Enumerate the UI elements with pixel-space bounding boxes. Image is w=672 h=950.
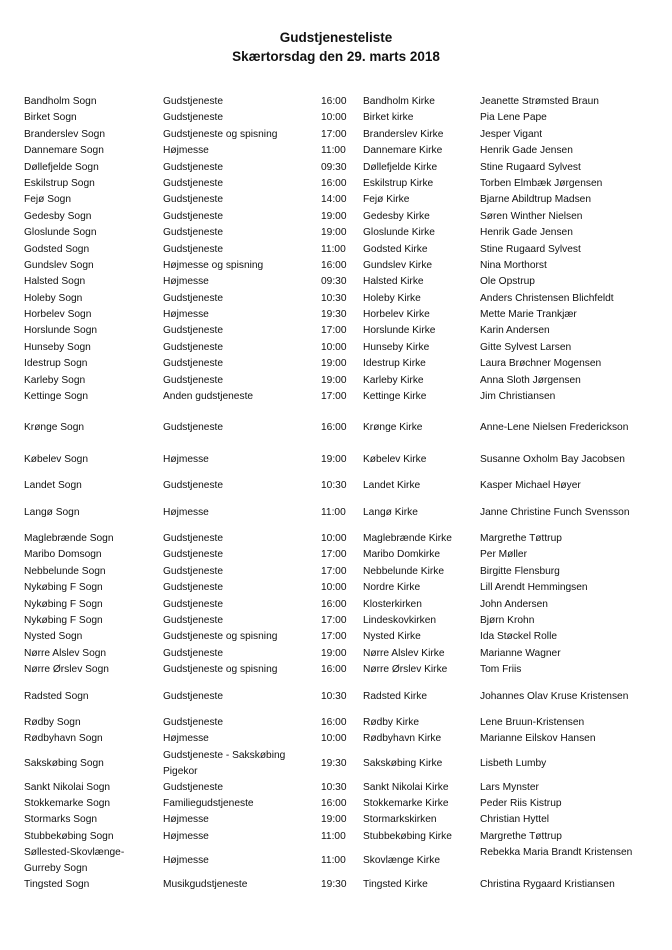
church-cell: Nysted Kirke — [363, 631, 421, 643]
table-row — [24, 715, 654, 731]
church-cell: Horbelev Kirke — [363, 309, 430, 321]
time-cell: 17:00 — [321, 631, 347, 643]
parish-cell: Idestrup Sogn — [24, 358, 88, 370]
time-cell: 10:30 — [321, 781, 347, 793]
parish-cell: Karleby Sogn — [24, 374, 86, 386]
service-type-cell: Gudstjeneste — [163, 647, 224, 659]
parish-cell: Hunseby Sogn — [24, 341, 91, 353]
pastor-cell: Per Møller — [480, 549, 527, 561]
pastor-cell: Marianne Eilskov Hansen — [480, 733, 596, 745]
table-row — [24, 143, 654, 159]
time-cell: 10:00 — [321, 341, 347, 353]
document-header — [0, 28, 672, 66]
church-cell: Dannemare Kirke — [363, 145, 443, 157]
service-list — [24, 94, 654, 894]
pastor-cell: Lisbeth Lumby — [480, 757, 547, 769]
pastor-cell: Mette Marie Trankjær — [480, 309, 577, 321]
service-type-cell: Gudstjeneste — [163, 614, 224, 626]
pastor-cell: Rebekka Maria Brandt Kristensen — [480, 847, 633, 859]
pastor-cell: Nina Morthorst — [480, 259, 547, 271]
service-type-cell: Gudstjeneste — [163, 227, 224, 239]
table-row — [24, 160, 654, 176]
table-row — [24, 340, 654, 356]
service-type-cell: Gudstjeneste og spisning — [163, 664, 278, 676]
parish-cell: Maribo Domsogn — [24, 549, 102, 561]
service-type-cell: Højmesse — [163, 453, 209, 465]
service-type-cell: Gudstjeneste — [163, 96, 224, 107]
table-row — [24, 812, 654, 828]
church-cell: Fejø Kirke — [363, 194, 410, 206]
pastor-cell: Kasper Michael Høyer — [480, 480, 581, 492]
church-cell: Nebbelunde Kirke — [363, 565, 444, 577]
church-cell: Nørre Alslev Kirke — [363, 647, 445, 659]
service-type-cell: Anden gudstjeneste — [163, 391, 254, 403]
service-type-cell: Gudstjeneste — [163, 480, 224, 492]
service-type-cell: Gudstjeneste — [163, 292, 224, 304]
service-type-cell: Gudstjeneste — [163, 422, 224, 434]
church-cell: Stokkemarke Kirke — [363, 798, 449, 810]
parish-cell: Horbelev Sogn — [24, 309, 92, 321]
table-row — [24, 597, 654, 613]
table-row — [24, 452, 654, 468]
church-cell: Gloslunde Kirke — [363, 227, 435, 239]
church-cell: Maribo Domkirke — [363, 549, 440, 561]
pastor-cell: Ole Opstrup — [480, 276, 535, 288]
church-cell: Eskilstrup Kirke — [363, 177, 434, 189]
time-cell: 11:00 — [321, 145, 346, 157]
service-type-cell: Gudstjeneste — [163, 341, 224, 353]
table-row — [24, 613, 654, 629]
parish-cell: Gundslev Sogn — [24, 259, 94, 271]
parish-cell: Radsted Sogn — [24, 690, 89, 702]
parish-cell: Halsted Sogn — [24, 276, 86, 288]
table-row — [24, 478, 654, 494]
table-row — [24, 531, 654, 547]
time-cell: 16:00 — [321, 422, 347, 434]
time-cell: 10:00 — [321, 532, 347, 544]
service-type-cell: Gudstjeneste — [163, 112, 224, 124]
parish-cell: Købelev Sogn — [24, 453, 88, 465]
table-row — [24, 225, 654, 241]
table-row — [24, 274, 654, 290]
parish-cell: Holeby Sogn — [24, 292, 83, 304]
parish-cell: Nykøbing F Sogn — [24, 598, 103, 610]
table-row — [24, 796, 654, 812]
parish-cell: Godsted Sogn — [24, 243, 90, 255]
time-cell: 19:00 — [321, 814, 347, 826]
table-row — [24, 547, 654, 563]
pastor-cell: Jeanette Strømsted Braun — [480, 96, 599, 107]
pastor-cell: Peder Riis Kistrup — [480, 798, 562, 810]
church-cell: Stubbekøbing Kirke — [363, 830, 452, 842]
pastor-cell: Lene Bruun-Kristensen — [480, 716, 585, 728]
parish-cell: Gedesby Sogn — [24, 210, 92, 222]
pastor-cell: Stine Rugaard Sylvest — [480, 161, 581, 173]
time-cell: 16:00 — [321, 798, 347, 810]
table-row — [24, 209, 654, 225]
time-cell: 17:00 — [321, 128, 347, 140]
pastor-cell: Bjarne Abildtrup Madsen — [480, 194, 591, 206]
time-cell: 19:00 — [321, 374, 347, 386]
pastor-cell: Lill Arendt Hemmingsen — [480, 582, 588, 594]
table-row — [24, 127, 654, 143]
church-cell: Købelev Kirke — [363, 453, 427, 465]
pastor-cell: Jim Christiansen — [480, 391, 556, 403]
pastor-cell: Tom Friis — [480, 664, 522, 676]
parish-cell: Nebbelunde Sogn — [24, 565, 106, 577]
table-row — [24, 580, 654, 596]
table-row — [24, 242, 654, 258]
church-cell: Lindeskovkirken — [363, 614, 437, 626]
parish-cell: Nykøbing F Sogn — [24, 582, 103, 594]
church-cell: Skovlænge Kirke — [363, 855, 441, 867]
church-cell: Holeby Kirke — [363, 292, 421, 304]
time-cell: 10:00 — [321, 112, 347, 124]
table-row — [24, 389, 654, 405]
table-row — [24, 780, 654, 796]
service-type-cell: Højmesse — [163, 814, 209, 826]
church-cell: Klosterkirken — [363, 598, 422, 610]
time-cell: 09:30 — [321, 276, 347, 288]
time-cell: 19:30 — [321, 309, 347, 321]
church-cell: Nordre Kirke — [363, 582, 421, 594]
pastor-cell: Lars Mynster — [480, 781, 539, 793]
church-cell: Rødbyhavn Kirke — [363, 733, 442, 745]
pastor-cell: Stine Rugaard Sylvest — [480, 243, 581, 255]
parish-cell: Langø Sogn — [24, 506, 80, 518]
pastor-cell: Torben Elmbæk Jørgensen — [480, 177, 603, 189]
time-cell: 10:00 — [321, 733, 347, 745]
church-cell: Gundslev Kirke — [363, 259, 433, 271]
parish-cell: Døllefjelde Sogn — [24, 161, 99, 173]
table-row — [24, 258, 654, 274]
parish-cell: Kettinge Sogn — [24, 391, 89, 403]
time-cell: 11:00 — [321, 830, 346, 842]
table-row — [24, 629, 654, 645]
parish-cell: Dannemare Sogn — [24, 145, 104, 157]
service-type-cell: Gudstjeneste — [163, 358, 224, 370]
time-cell: 11:00 — [321, 855, 346, 867]
church-cell: Bandholm Kirke — [363, 96, 435, 107]
church-cell: Langø Kirke — [363, 506, 418, 518]
parish-cell: Sankt Nikolai Sogn — [24, 781, 111, 793]
service-type-cell: Gudstjeneste — [163, 690, 224, 702]
time-cell: 11:00 — [321, 506, 346, 518]
pastor-cell: Christina Rygaard Kristiansen — [480, 879, 615, 891]
time-cell: 19:00 — [321, 210, 347, 222]
table-row — [24, 373, 654, 389]
church-cell: Halsted Kirke — [363, 276, 424, 288]
table-row — [24, 731, 654, 747]
service-type-cell: Musikgudstjeneste — [163, 879, 248, 891]
table-row — [24, 829, 654, 845]
church-cell: Hunseby Kirke — [363, 341, 430, 353]
time-cell: 17:00 — [321, 565, 347, 577]
parish-cell: Tingsted Sogn — [24, 879, 90, 891]
church-cell: Birket kirke — [363, 112, 414, 124]
pastor-cell: Karin Andersen — [480, 325, 550, 337]
document-subtitle: Skærtorsdag den 29. marts 2018 — [232, 49, 440, 64]
pastor-cell: Pia Lene Pape — [480, 112, 547, 124]
table-row — [24, 291, 654, 307]
church-cell: Døllefjelde Kirke — [363, 161, 438, 173]
parish-cell: Stokkemarke Sogn — [24, 798, 111, 810]
pastor-cell: Birgitte Flensburg — [480, 565, 560, 577]
service-type-cell: Gudstjeneste — [163, 598, 224, 610]
parish-cell: Bandholm Sogn — [24, 96, 97, 107]
time-cell: 09:30 — [321, 161, 347, 173]
service-type-cell: Højmesse — [163, 309, 209, 321]
service-type-cell: Gudstjeneste — [163, 243, 224, 255]
parish-cell: Branderslev Sogn — [24, 128, 105, 140]
pastor-cell: Janne Christine Funch Svensson — [480, 506, 630, 518]
church-cell: Gedesby Kirke — [363, 210, 430, 222]
service-type-cell: Gudstjeneste og spisning — [163, 631, 278, 643]
service-type-cell: Gudstjeneste — [163, 716, 224, 728]
parish-cell: Gloslunde Sogn — [24, 227, 97, 239]
pastor-cell: Christian Hyttel — [480, 814, 550, 826]
table-row — [24, 94, 654, 110]
parish-cell: Stubbekøbing Sogn — [24, 830, 114, 842]
table-row — [24, 845, 654, 877]
table-row — [24, 323, 654, 339]
church-cell: Tingsted Kirke — [363, 879, 428, 891]
time-cell: 11:00 — [321, 243, 346, 255]
parish-cell: Birket Sogn — [24, 112, 77, 124]
church-cell: Krønge Kirke — [363, 422, 423, 434]
pastor-cell: Søren Winther Nielsen — [480, 210, 583, 222]
pastor-cell: Margrethe Tøttrup — [480, 532, 562, 544]
service-type-cell: Højmesse — [163, 276, 209, 288]
parish-cell: Søllested-Skovlænge-Gurreby Sogn — [24, 847, 125, 875]
parish-cell: Horslunde Sogn — [24, 325, 98, 337]
parish-cell: Nykøbing F Sogn — [24, 614, 103, 626]
time-cell: 16:00 — [321, 716, 347, 728]
time-cell: 19:00 — [321, 227, 347, 239]
table-row — [24, 877, 654, 893]
service-type-cell: Gudstjeneste — [163, 161, 224, 173]
church-cell: Kettinge Kirke — [363, 391, 427, 403]
time-cell: 16:00 — [321, 664, 347, 676]
time-cell: 17:00 — [321, 614, 347, 626]
table-row — [24, 689, 654, 705]
service-type-cell: Gudstjeneste — [163, 532, 224, 544]
table-row — [24, 307, 654, 323]
church-cell: Horslunde Kirke — [363, 325, 436, 337]
parish-cell: Eskilstrup Sogn — [24, 177, 95, 189]
time-cell: 19:00 — [321, 647, 347, 659]
church-cell: Maglebrænde Kirke — [363, 532, 452, 544]
table-row — [24, 176, 654, 192]
pastor-cell: Laura Brøchner Mogensen — [480, 358, 602, 370]
time-cell: 16:00 — [321, 177, 347, 189]
church-cell: Godsted Kirke — [363, 243, 428, 255]
time-cell: 16:00 — [321, 96, 347, 107]
service-type-cell: Højmesse — [163, 733, 209, 745]
time-cell: 17:00 — [321, 325, 347, 337]
table-row — [24, 564, 654, 580]
service-type-cell: Højmesse — [163, 145, 209, 157]
pastor-cell: Johannes Olav Kruse Kristensen — [480, 690, 629, 702]
time-cell: 16:00 — [321, 259, 347, 271]
table-row — [24, 110, 654, 126]
church-cell: Nørre Ørslev Kirke — [363, 664, 448, 676]
service-type-cell: Højmesse — [163, 506, 209, 518]
service-type-cell: Gudstjeneste og spisning — [163, 128, 278, 140]
time-cell: 17:00 — [321, 549, 347, 561]
time-cell: 10:30 — [321, 292, 347, 304]
time-cell: 14:00 — [321, 194, 347, 206]
church-cell: Idestrup Kirke — [363, 358, 426, 370]
pastor-cell: Jesper Vigant — [480, 128, 543, 140]
table-row — [24, 748, 654, 780]
pastor-cell: Susanne Oxholm Bay Jacobsen — [480, 453, 625, 465]
service-type-cell: Gudstjeneste — [163, 565, 224, 577]
parish-cell: Krønge Sogn — [24, 422, 85, 434]
service-type-cell: Gudstjeneste — [163, 582, 224, 594]
parish-cell: Nørre Ørslev Sogn — [24, 664, 109, 676]
time-cell: 10:30 — [321, 690, 347, 702]
parish-cell: Nysted Sogn — [24, 631, 83, 643]
pastor-cell: Gitte Sylvest Larsen — [480, 341, 572, 353]
church-cell: Karleby Kirke — [363, 374, 424, 386]
service-type-cell: Familiegudstjeneste — [163, 798, 254, 810]
time-cell: 19:30 — [321, 757, 347, 769]
table-row — [24, 356, 654, 372]
church-cell: Branderslev Kirke — [363, 128, 444, 140]
pastor-cell: Margrethe Tøttrup — [480, 830, 562, 842]
service-type-cell: Gudstjeneste — [163, 781, 224, 793]
service-type-cell: Gudstjeneste — [163, 210, 224, 222]
service-type-cell: Gudstjeneste — [163, 194, 224, 206]
time-cell: 10:00 — [321, 582, 347, 594]
parish-cell: Stormarks Sogn — [24, 814, 98, 826]
table-row — [24, 192, 654, 208]
church-cell: Sakskøbing Kirke — [363, 757, 443, 769]
time-cell: 19:30 — [321, 879, 347, 891]
service-type-cell: Gudstjeneste — [163, 177, 224, 189]
church-cell: Sankt Nikolai Kirke — [363, 781, 449, 793]
church-cell: Radsted Kirke — [363, 690, 427, 702]
service-type-cell: Gudstjeneste — [163, 325, 224, 337]
time-cell: 16:00 — [321, 598, 347, 610]
time-cell: 17:00 — [321, 391, 347, 403]
service-type-cell: Højmesse — [163, 855, 209, 867]
church-cell: Landet Kirke — [363, 480, 421, 492]
pastor-cell: John Andersen — [480, 598, 548, 610]
table-row — [24, 505, 654, 521]
parish-cell: Nørre Alslev Sogn — [24, 647, 107, 659]
service-type-cell: Gudstjeneste — [163, 549, 224, 561]
pastor-cell: Ida Støckel Rolle — [480, 631, 558, 643]
parish-cell: Maglebrænde Sogn — [24, 532, 114, 544]
service-type-cell: Gudstjeneste — [163, 374, 224, 386]
table-row — [24, 420, 654, 436]
parish-cell: Fejø Sogn — [24, 194, 71, 206]
parish-cell: Landet Sogn — [24, 480, 82, 492]
time-cell: 19:00 — [321, 453, 347, 465]
church-cell: Stormarkskirken — [363, 814, 437, 826]
pastor-cell: Marianne Wagner — [480, 647, 561, 659]
parish-cell: Sakskøbing Sogn — [24, 757, 104, 769]
pastor-cell: Henrik Gade Jensen — [480, 145, 573, 157]
parish-cell: Rødbyhavn Sogn — [24, 733, 103, 745]
pastor-cell: Anne-Lene Nielsen Frederickson — [480, 422, 629, 434]
time-cell: 10:30 — [321, 480, 347, 492]
time-cell: 19:00 — [321, 358, 347, 370]
service-type-cell: Højmesse — [163, 830, 209, 842]
table-row — [24, 646, 654, 662]
church-cell: Rødby Kirke — [363, 716, 420, 728]
service-type-cell: Højmesse og spisning — [163, 259, 264, 271]
parish-cell: Rødby Sogn — [24, 716, 81, 728]
pastor-cell: Anders Christensen Blichfeldt — [480, 292, 614, 304]
pastor-cell: Anna Sloth Jørgensen — [480, 374, 581, 386]
pastor-cell: Henrik Gade Jensen — [480, 227, 573, 239]
table-row — [24, 662, 654, 678]
pastor-cell: Bjørn Krohn — [480, 614, 535, 626]
document-title: Gudstjenesteliste — [279, 30, 393, 45]
service-type-cell: Gudstjeneste - Sakskøbing Pigekor — [163, 749, 286, 777]
